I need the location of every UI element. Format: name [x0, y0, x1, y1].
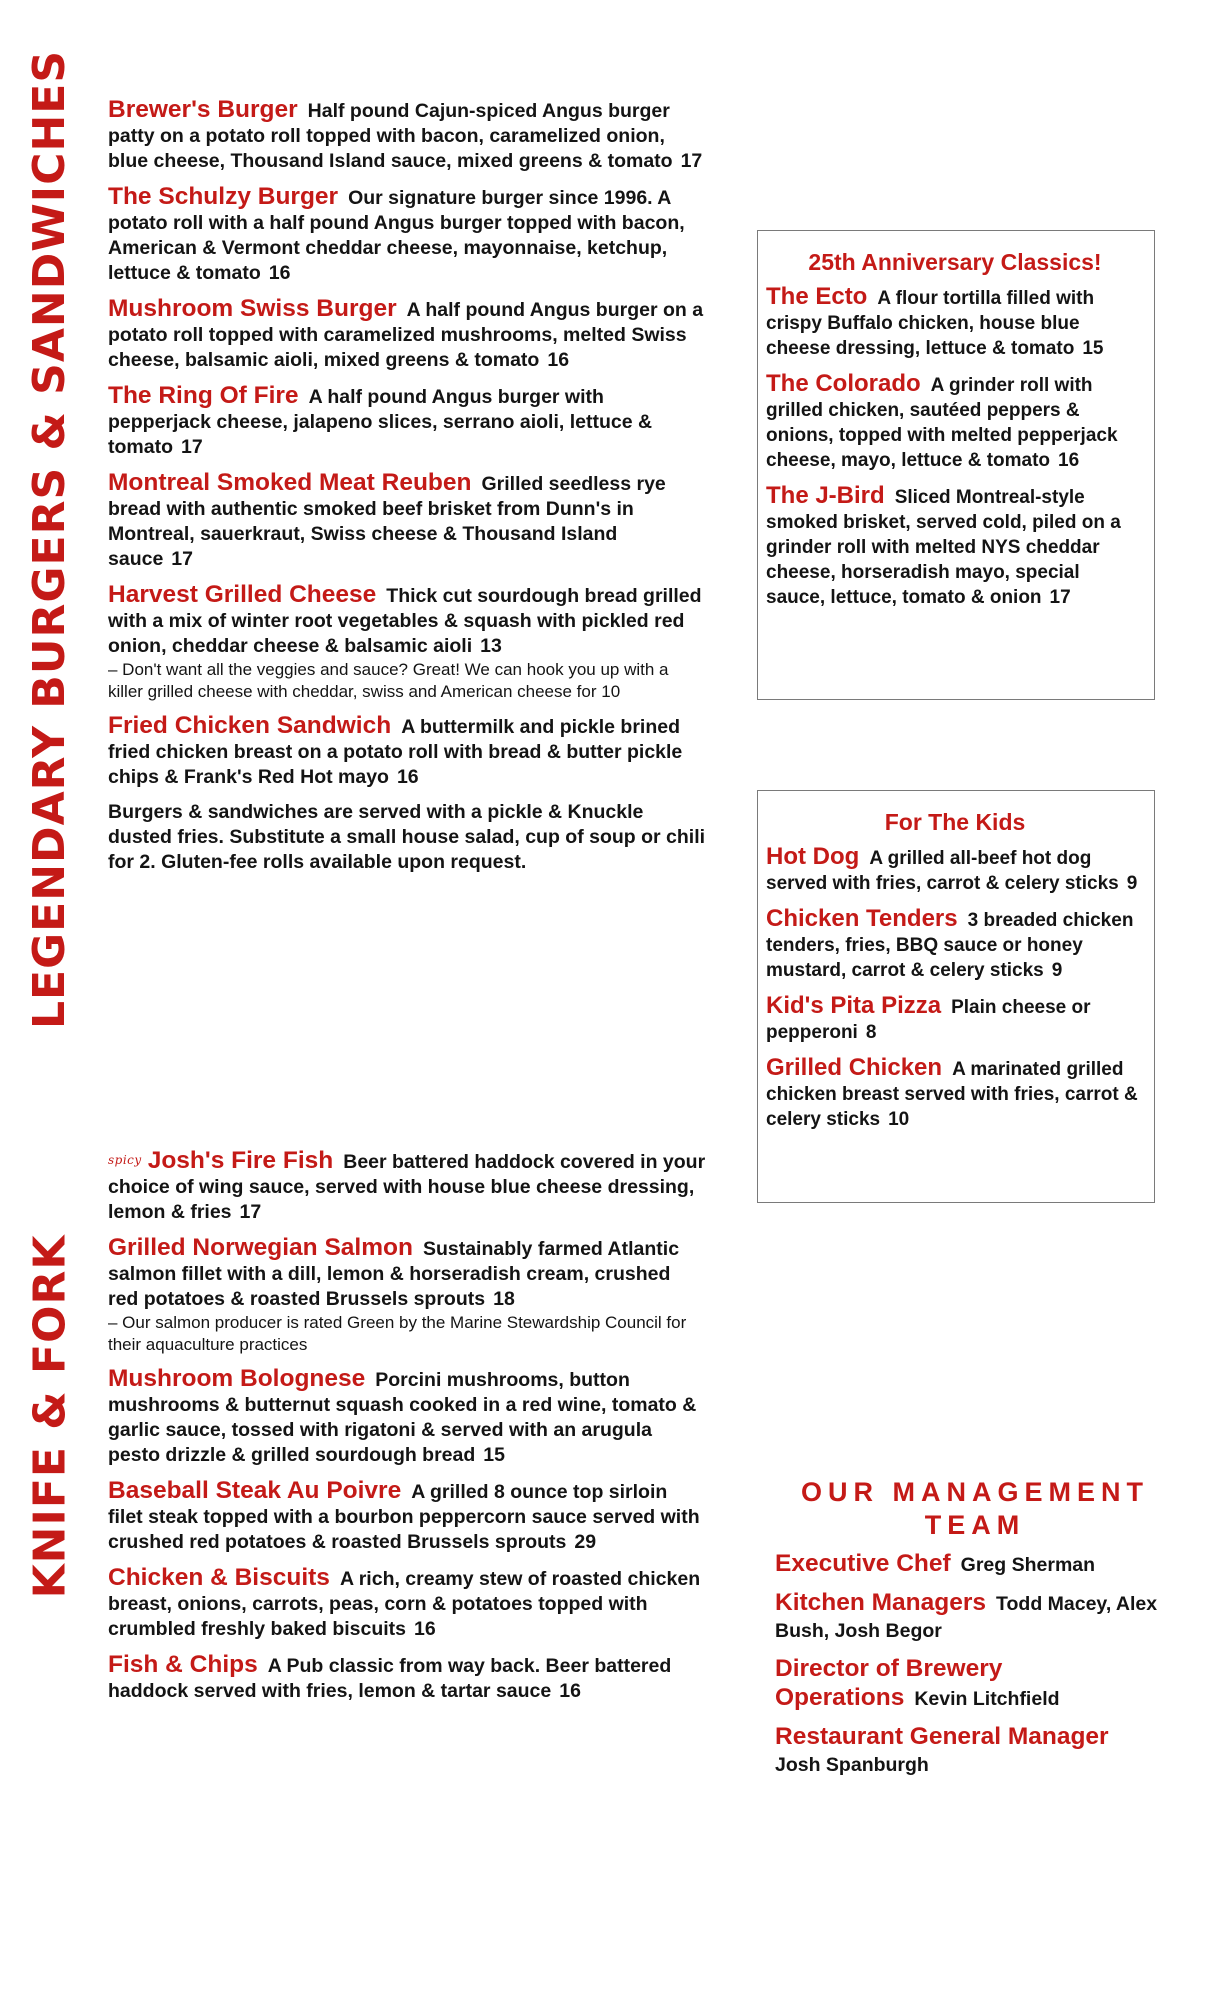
knife-fork-list [108, 1148, 706, 1714]
item-note: – Don't want all the veggies and sauce? Great! We can hook you up with a killer grilled cheese with cheddar, swiss and American cheese for 10 [108, 660, 669, 701]
menu-item [766, 371, 1144, 473]
menu-item [108, 1478, 706, 1555]
item-price: 16 [396, 766, 419, 788]
item-price: 17 [171, 548, 193, 570]
item-name: Chicken Tenders [766, 905, 958, 932]
item-price: 16 [547, 349, 570, 371]
menu-item [108, 1366, 706, 1468]
item-desc: Sliced Montreal-style smoked brisket, served cold, piled on a grinder roll with melted NYS cheddar cheese, horseradish mayo, special sauce, lettuce, tomato & onion [766, 487, 1121, 608]
item-price: 17 [680, 150, 703, 172]
staff-names: Kevin Litchfield [914, 1688, 1060, 1710]
menu-item [766, 993, 1144, 1045]
item-name: The Ring Of Fire [108, 382, 299, 409]
menu-item [766, 1055, 1144, 1132]
item-price: 18 [493, 1288, 515, 1310]
item-price: 9 [1126, 873, 1138, 894]
menu-item [108, 470, 706, 572]
item-name: Josh's Fire Fish [147, 1147, 334, 1174]
item-desc: Our signature burger since 1996. A potato roll with a half pound Angus burger topped with bacon, American & Vermont cheddar cheese, mayonnaise, ketchup, lettuce & tomato [108, 187, 685, 284]
knife-fork-heading: KNIFE & FORK [24, 1234, 76, 1598]
item-price: 8 [865, 1022, 877, 1043]
item-name: The J-Bird [766, 482, 885, 509]
menu-item [108, 1565, 706, 1642]
burgers-list [108, 97, 706, 875]
staff-names: Greg Sherman [960, 1554, 1096, 1576]
item-desc: A grilled 8 ounce top sirloin filet steak topped with a bourbon peppercorn sauce served with crushed red potatoes & roasted Brussels sprouts [108, 1481, 700, 1553]
menu-item [108, 383, 706, 460]
item-desc: Thick cut sourdough bread grilled with a mix of winter root vegetables & squash with pickled red onion, cheddar cheese & balsamic aioli [108, 585, 702, 657]
menu-item [108, 1148, 706, 1225]
item-name: Chicken & Biscuits [108, 1564, 330, 1591]
item-name: Montreal Smoked Meat Reuben [108, 469, 472, 496]
classics-heading: 25th Anniversary Classics! [808, 249, 1102, 275]
item-name: Grilled Norwegian Salmon [108, 1234, 413, 1261]
item-name: Kid's Pita Pizza [766, 992, 942, 1019]
item-name: The Ecto [766, 283, 868, 310]
staff-row [775, 1723, 1175, 1779]
item-price: 9 [1051, 960, 1063, 981]
management-team [775, 1476, 1175, 1789]
menu-item [108, 1235, 706, 1356]
section-title-knife-fork [24, 1234, 76, 1598]
staff-row [775, 1589, 1175, 1645]
item-name: Fried Chicken Sandwich [108, 712, 392, 739]
staff-role: Executive Chef [775, 1550, 951, 1577]
staff-row [775, 1655, 1175, 1713]
item-desc: A rich, creamy stew of roasted chicken breast, onions, carrots, peas, corn & potatoes topped with crumbled freshly baked biscuits [108, 1568, 701, 1640]
staff-role: Director of Brewery Operations [775, 1655, 1003, 1711]
kids-heading: For The Kids [884, 809, 1026, 835]
item-price: 16 [1058, 450, 1080, 471]
item-name: The Schulzy Burger [108, 183, 339, 210]
item-desc: Half pound Cajun-spiced Angus burger patty on a potato roll topped with bacon, caramelized onion, blue cheese, Thousand Island sauce, mixed greens & tomato [108, 100, 673, 172]
staff-names: Josh Spanburgh [775, 1754, 929, 1776]
item-desc: 3 breaded chicken tenders, fries, BBQ sauce or honey mustard, carrot & celery sticks [766, 910, 1134, 981]
item-desc: Plain cheese or pepperoni [766, 997, 1091, 1043]
burgers-heading: LEGENDARY BURGERS & SANDWICHES [24, 49, 76, 1029]
item-price: 13 [480, 635, 502, 657]
item-desc: A grilled all-beef hot dog served with fries, carrot & celery sticks [766, 848, 1119, 894]
menu-item [766, 906, 1144, 983]
spicy-badge: spicy [108, 1153, 142, 1167]
staff-role: Kitchen Managers [775, 1589, 987, 1616]
item-name: Harvest Grilled Cheese [108, 581, 377, 608]
section-title-burgers [24, 41, 76, 1037]
menu-item [108, 713, 706, 790]
item-name: Hot Dog [766, 843, 860, 870]
menu-item [766, 844, 1144, 896]
menu-item [108, 184, 706, 286]
item-desc: Porcini mushrooms, button mushrooms & butternut squash cooked in a red wine, tomato & garlic sauce, tossed with rigatoni & served with an arugula pesto drizzle & grilled sourdough bread [108, 1369, 697, 1466]
item-desc: A Pub classic from way back. Beer battered haddock served with fries, lemon & tartar sauce [108, 1655, 672, 1702]
item-desc: A half pound Angus burger with pepperjack cheese, jalapeno slices, serrano aioli, lettuce & tomato [108, 386, 653, 458]
menu-item [766, 483, 1144, 610]
item-name: Mushroom Bolognese [108, 1365, 366, 1392]
item-desc: A grinder roll with grilled chicken, sautéed peppers & onions, topped with melted pepperjack cheese, mayo, lettuce & tomato [766, 375, 1118, 471]
item-name: Grilled Chicken [766, 1054, 943, 1081]
item-name: Baseball Steak Au Poivre [108, 1477, 402, 1504]
item-desc: A buttermilk and pickle brined fried chicken breast on a potato roll with bread & butter pickle chips & Frank's Red Hot mayo [108, 716, 683, 788]
classics-box [757, 230, 1155, 700]
item-desc: Sustainably farmed Atlantic salmon fillet with a dill, lemon & horseradish cream, crushed red potatoes & roasted Brussels sprouts [108, 1238, 680, 1310]
item-desc: A half pound Angus burger on a potato roll topped with caramelized mushrooms, melted Swiss cheese, balsamic aioli, mixed greens & tomato [108, 299, 704, 371]
item-price: 29 [574, 1531, 597, 1553]
kids-box [757, 790, 1155, 1203]
item-name: Fish & Chips [108, 1651, 258, 1678]
staff-names: Todd Macey, Alex Bush, Josh Begor [775, 1593, 1158, 1642]
item-desc: Grilled seedless rye bread with authentic smoked beef brisket from Dunn's in Montreal, sauerkraut, Swiss cheese & Thousand Island sauce [108, 473, 666, 570]
sides-note: Burgers & sandwiches are served with a pickle & Knuckle dusted fries. Substitute a small house salad, cup of soup or chili for 2. Gluten-fee rolls available upon request. [108, 801, 706, 873]
item-name: The Colorado [766, 370, 921, 397]
menu-item [108, 582, 706, 703]
item-desc: Beer battered haddock covered in your choice of wing sauce, served with house blue cheese dressing, lemon & fries [108, 1151, 706, 1223]
item-price: 17 [181, 436, 203, 458]
item-desc: A marinated grilled chicken breast served with fries, carrot & celery sticks [766, 1059, 1138, 1130]
menu-item [766, 284, 1144, 361]
staff-row [775, 1550, 1175, 1579]
item-price: 16 [268, 262, 291, 284]
item-price: 16 [559, 1680, 581, 1702]
item-price: 15 [483, 1444, 505, 1466]
item-desc: A flour tortilla filled with crispy Buffalo chicken, house blue cheese dressing, lettuce & tomato [766, 288, 1095, 359]
menu-item [108, 296, 706, 373]
management-heading: OUR MANAGEMENT TEAM [801, 1477, 1149, 1540]
staff-role: Restaurant General Manager [775, 1723, 1109, 1750]
item-price: 17 [239, 1201, 262, 1223]
menu-item [108, 1652, 706, 1704]
item-price: 17 [1049, 587, 1071, 608]
item-price: 16 [414, 1618, 436, 1640]
item-note: – Our salmon producer is rated Green by the Marine Stewardship Council for their aquaculture practices [108, 1313, 687, 1354]
item-price: 10 [888, 1109, 910, 1130]
item-price: 15 [1082, 338, 1104, 359]
item-name: Brewer's Burger [108, 96, 298, 123]
item-name: Mushroom Swiss Burger [108, 295, 397, 322]
menu-item [108, 97, 706, 174]
